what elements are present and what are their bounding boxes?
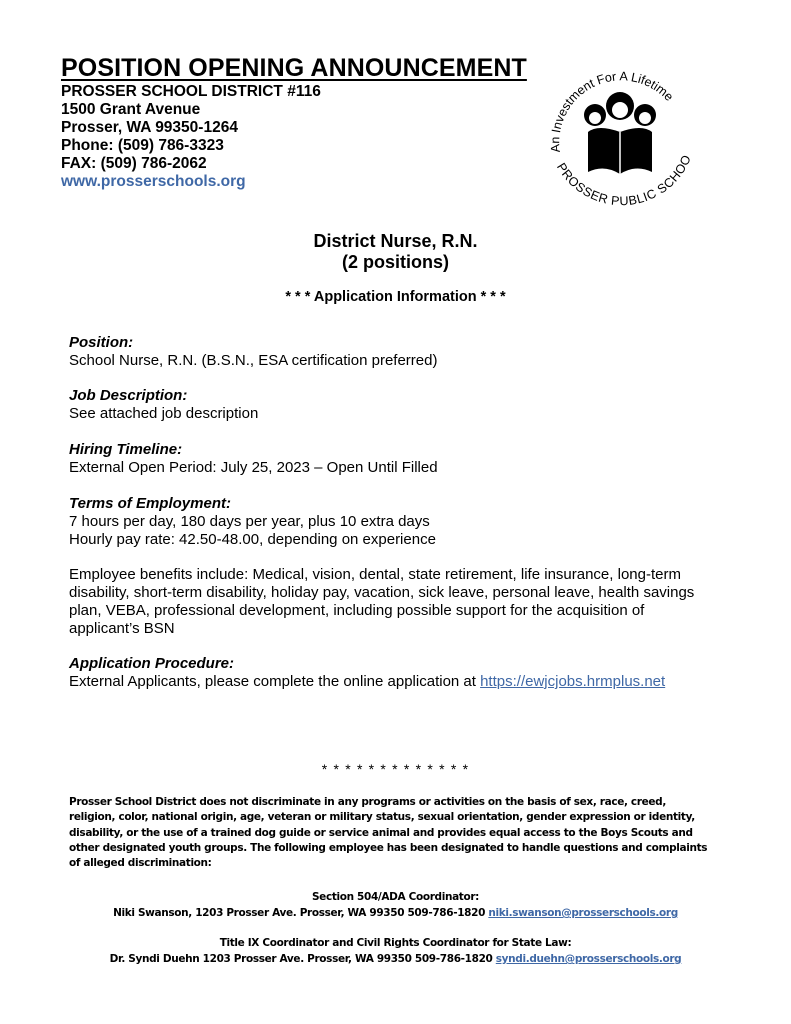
job-positions: (2 positions) — [342, 252, 449, 272]
ada-coordinator-line — [0, 905, 791, 921]
application-info-heading: * * * Application Information * * * — [285, 289, 506, 305]
fax-number: FAX: (509) 786-2062 — [61, 155, 207, 172]
job-description-text: See attached job description — [69, 405, 259, 422]
benefits-paragraph: Employee benefits include: Medical, vision, dental, state retirement, life insurance, long-term disability, short-term disability, holiday pay, vacation, sick leave, personal leave, health savings plan, VEBA, professional development, including possible support for the acquisition of applicant’s BSN — [69, 566, 695, 637]
application-link[interactable]: https://ewjcjobs.hrmplus.net — [480, 673, 666, 690]
application-heading: Application Procedure: — [69, 655, 235, 672]
title-ix-coordinator-title: Title IX Coordinator and Civil Rights Coordinator for State Law: — [219, 937, 572, 949]
phone-number: Phone: (509) 786-3323 — [61, 137, 224, 154]
section-application — [69, 655, 709, 691]
title-ix-coordinator-line — [0, 951, 791, 967]
street-address: 1500 Grant Avenue — [61, 101, 201, 118]
separator: * * * * * * * * * * * * * — [321, 761, 470, 777]
application-line — [69, 673, 709, 691]
district-name: PROSSER SCHOOL DISTRICT #116 — [61, 83, 321, 100]
position-text: School Nurse, R.N. (B.S.N., ESA certification preferred) — [69, 352, 438, 369]
job-title: District Nurse, R.N. — [313, 231, 478, 251]
page-title: POSITION OPENING ANNOUNCEMENT — [61, 54, 527, 82]
website-link[interactable]: www.prosserschools.org — [61, 173, 246, 190]
nondiscrimination-statement: Prosser School District does not discriminate in any programs or activities on the basis of sex, race, creed, religion, color, national origin, age, veteran or military status, sexual orientation, gender expression or identity, disability, or the use of a trained dog guide or service animal and provides equal access to the Boys Scouts and other designated youth groups. The following employee has been designated to handle questions and complaints of alleged discrimination: — [69, 796, 708, 870]
hiring-timeline-text: External Open Period: July 25, 2023 – Open Until Filled — [69, 459, 438, 476]
hiring-timeline-heading: Hiring Timeline: — [69, 441, 183, 458]
ada-coordinator-title: Section 504/ADA Coordinator: — [311, 891, 480, 903]
section-job-description — [69, 387, 709, 423]
section-position — [69, 334, 709, 370]
terms-line-hours: 7 hours per day, 180 days per year, plus 10 extra days — [69, 513, 430, 530]
title-ix-coordinator-email[interactable]: syndi.duehn@prosserschools.org — [495, 953, 682, 965]
job-description-heading: Job Description: — [69, 387, 188, 404]
logo-icon — [540, 60, 700, 220]
position-heading: Position: — [69, 334, 134, 351]
ada-coordinator-info: Niki Swanson, 1203 Prosser Ave. Prosser, WA 99350 509-786-1820 — [113, 907, 489, 919]
title-ix-coordinator-info: Dr. Syndi Duehn 1203 Prosser Ave. Prosser, WA 99350 509-786-1820 — [109, 953, 496, 965]
application-text: External Applicants, please complete the online application at — [69, 673, 481, 690]
terms-heading: Terms of Employment: — [69, 495, 231, 512]
logo-bottom-text: PROSSER PUBLIC SCHOO — [554, 152, 695, 209]
terms-line-pay: Hourly pay rate: 42.50-48.00, depending on experience — [69, 531, 436, 548]
section-terms — [69, 495, 709, 549]
section-hiring-timeline — [69, 441, 709, 477]
logo-top-text: An Investment For A Lifetime — [548, 69, 677, 154]
district-logo — [540, 60, 700, 220]
ada-coordinator-email[interactable]: niki.swanson@prosserschools.org — [488, 907, 678, 919]
city-address: Prosser, WA 99350-1264 — [61, 119, 238, 136]
